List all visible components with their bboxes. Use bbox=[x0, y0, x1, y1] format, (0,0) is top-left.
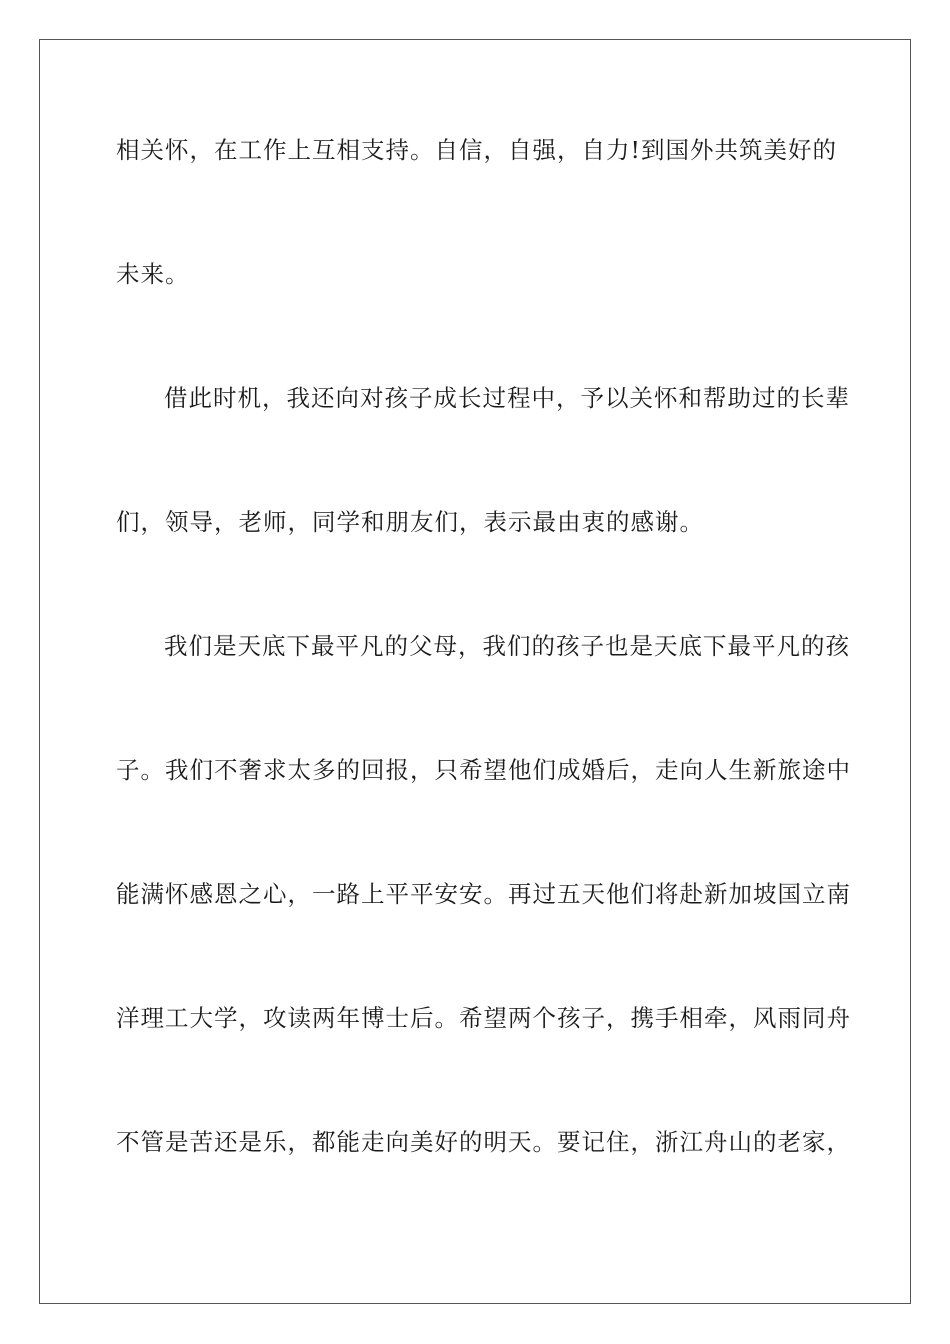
text-line: 们，领导，老师，同学和朋友们，表示最由衷的感谢。 bbox=[116, 508, 704, 536]
text-line: 相关怀，在工作上互相支持。自信，自强，自力!到国外共筑美好的 bbox=[116, 136, 837, 164]
text-line: 能满怀感恩之心，一路上平平安安。再过五天他们将赴新加坡国立南 bbox=[116, 880, 851, 908]
page-border bbox=[39, 39, 911, 1304]
text-line: 子。我们不奢求太多的回报，只希望他们成婚后，走向人生新旅途中 bbox=[116, 756, 851, 784]
text-line: 我们是天底下最平凡的父母，我们的孩子也是天底下最平凡的孩 bbox=[164, 632, 850, 660]
text-line: 不管是苦还是乐，都能走向美好的明天。要记住，浙江舟山的老家， bbox=[116, 1128, 851, 1156]
text-line: 洋理工大学，攻读两年博士后。希望两个孩子，携手相牵，风雨同舟 bbox=[116, 1004, 851, 1032]
text-line: 借此时机，我还向对孩子成长过程中，予以关怀和帮助过的长辈 bbox=[164, 384, 850, 412]
text-line: 未来。 bbox=[116, 260, 190, 288]
